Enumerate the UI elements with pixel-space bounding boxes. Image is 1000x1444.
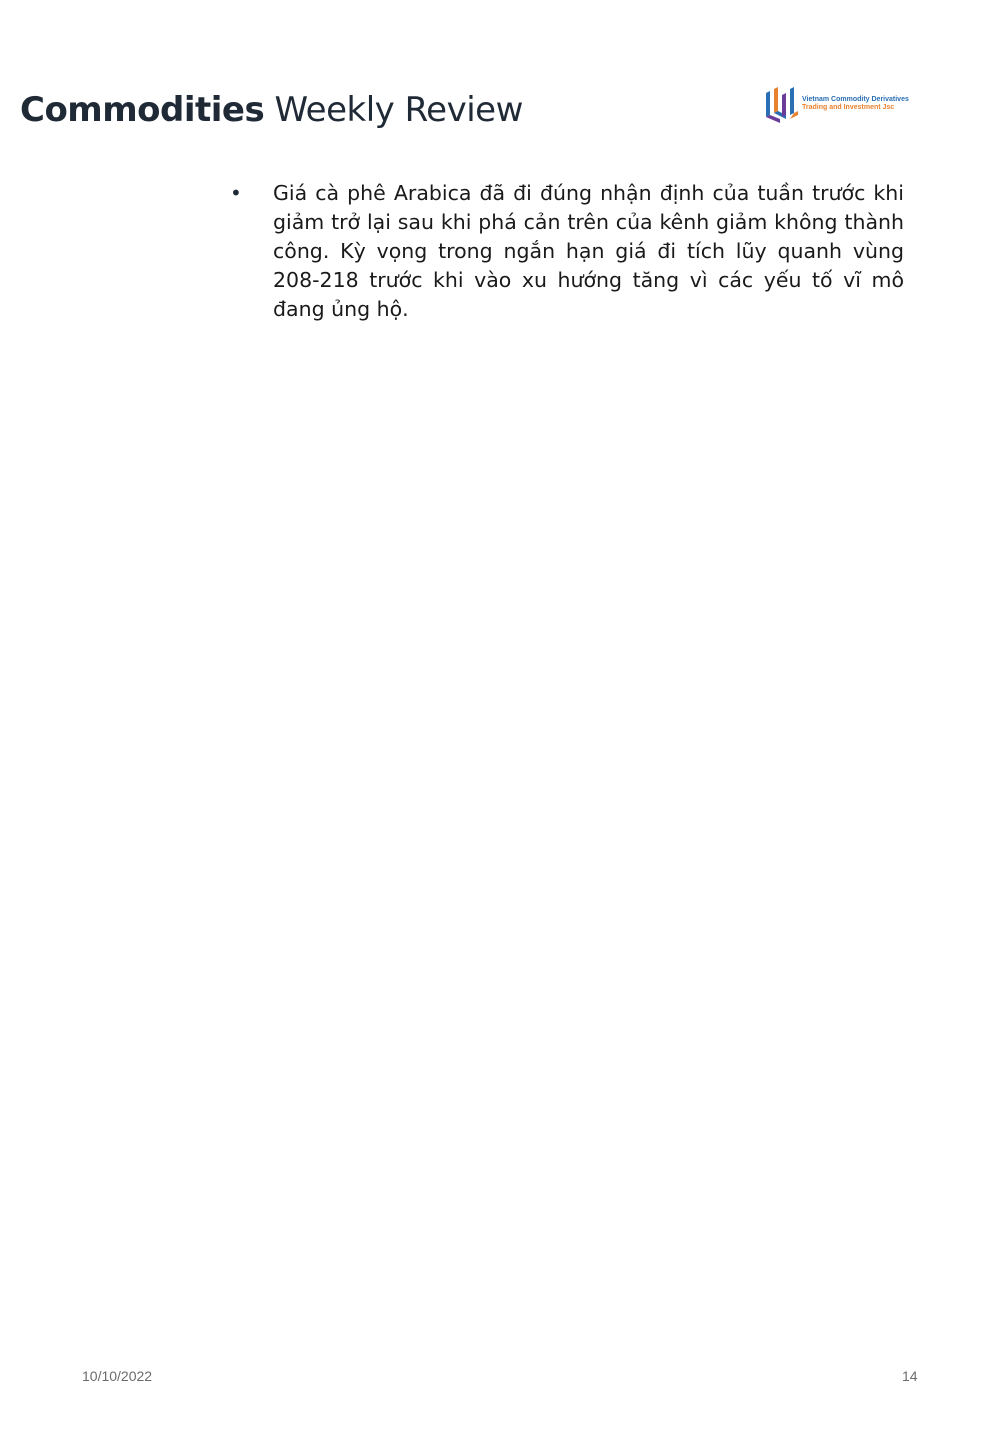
logo-text-line2: Trading and Investment Jsc [802, 104, 895, 111]
footer-date: 10/10/2022 [82, 1368, 153, 1384]
logo-text [802, 96, 909, 112]
company-logo [764, 84, 914, 124]
page-title [20, 86, 523, 134]
page-title-light: Weekly Review [274, 90, 523, 130]
logo-text-line1: Vietnam Commodity Derivatives [802, 96, 909, 103]
vcd-logo-icon [764, 85, 800, 123]
bullet-text: Giá cà phê Arabica đã đi đúng nhận định của tuần trước khi giảm trở lại sau khi phá cản trên của kênh giảm không thành công. Kỳ vọng trong ngắn hạn giá đi tích lũy quanh vùng 208-218 trước khi vào xu hướng tăng vì các yếu tố vĩ mô đang ủng hộ. [273, 181, 904, 321]
page-number: 14 [902, 1368, 918, 1384]
bullet-marker: • [230, 181, 242, 205]
bullet-item [230, 179, 904, 324]
main-content [230, 179, 904, 324]
page-title-bold: Commodities [20, 90, 265, 130]
